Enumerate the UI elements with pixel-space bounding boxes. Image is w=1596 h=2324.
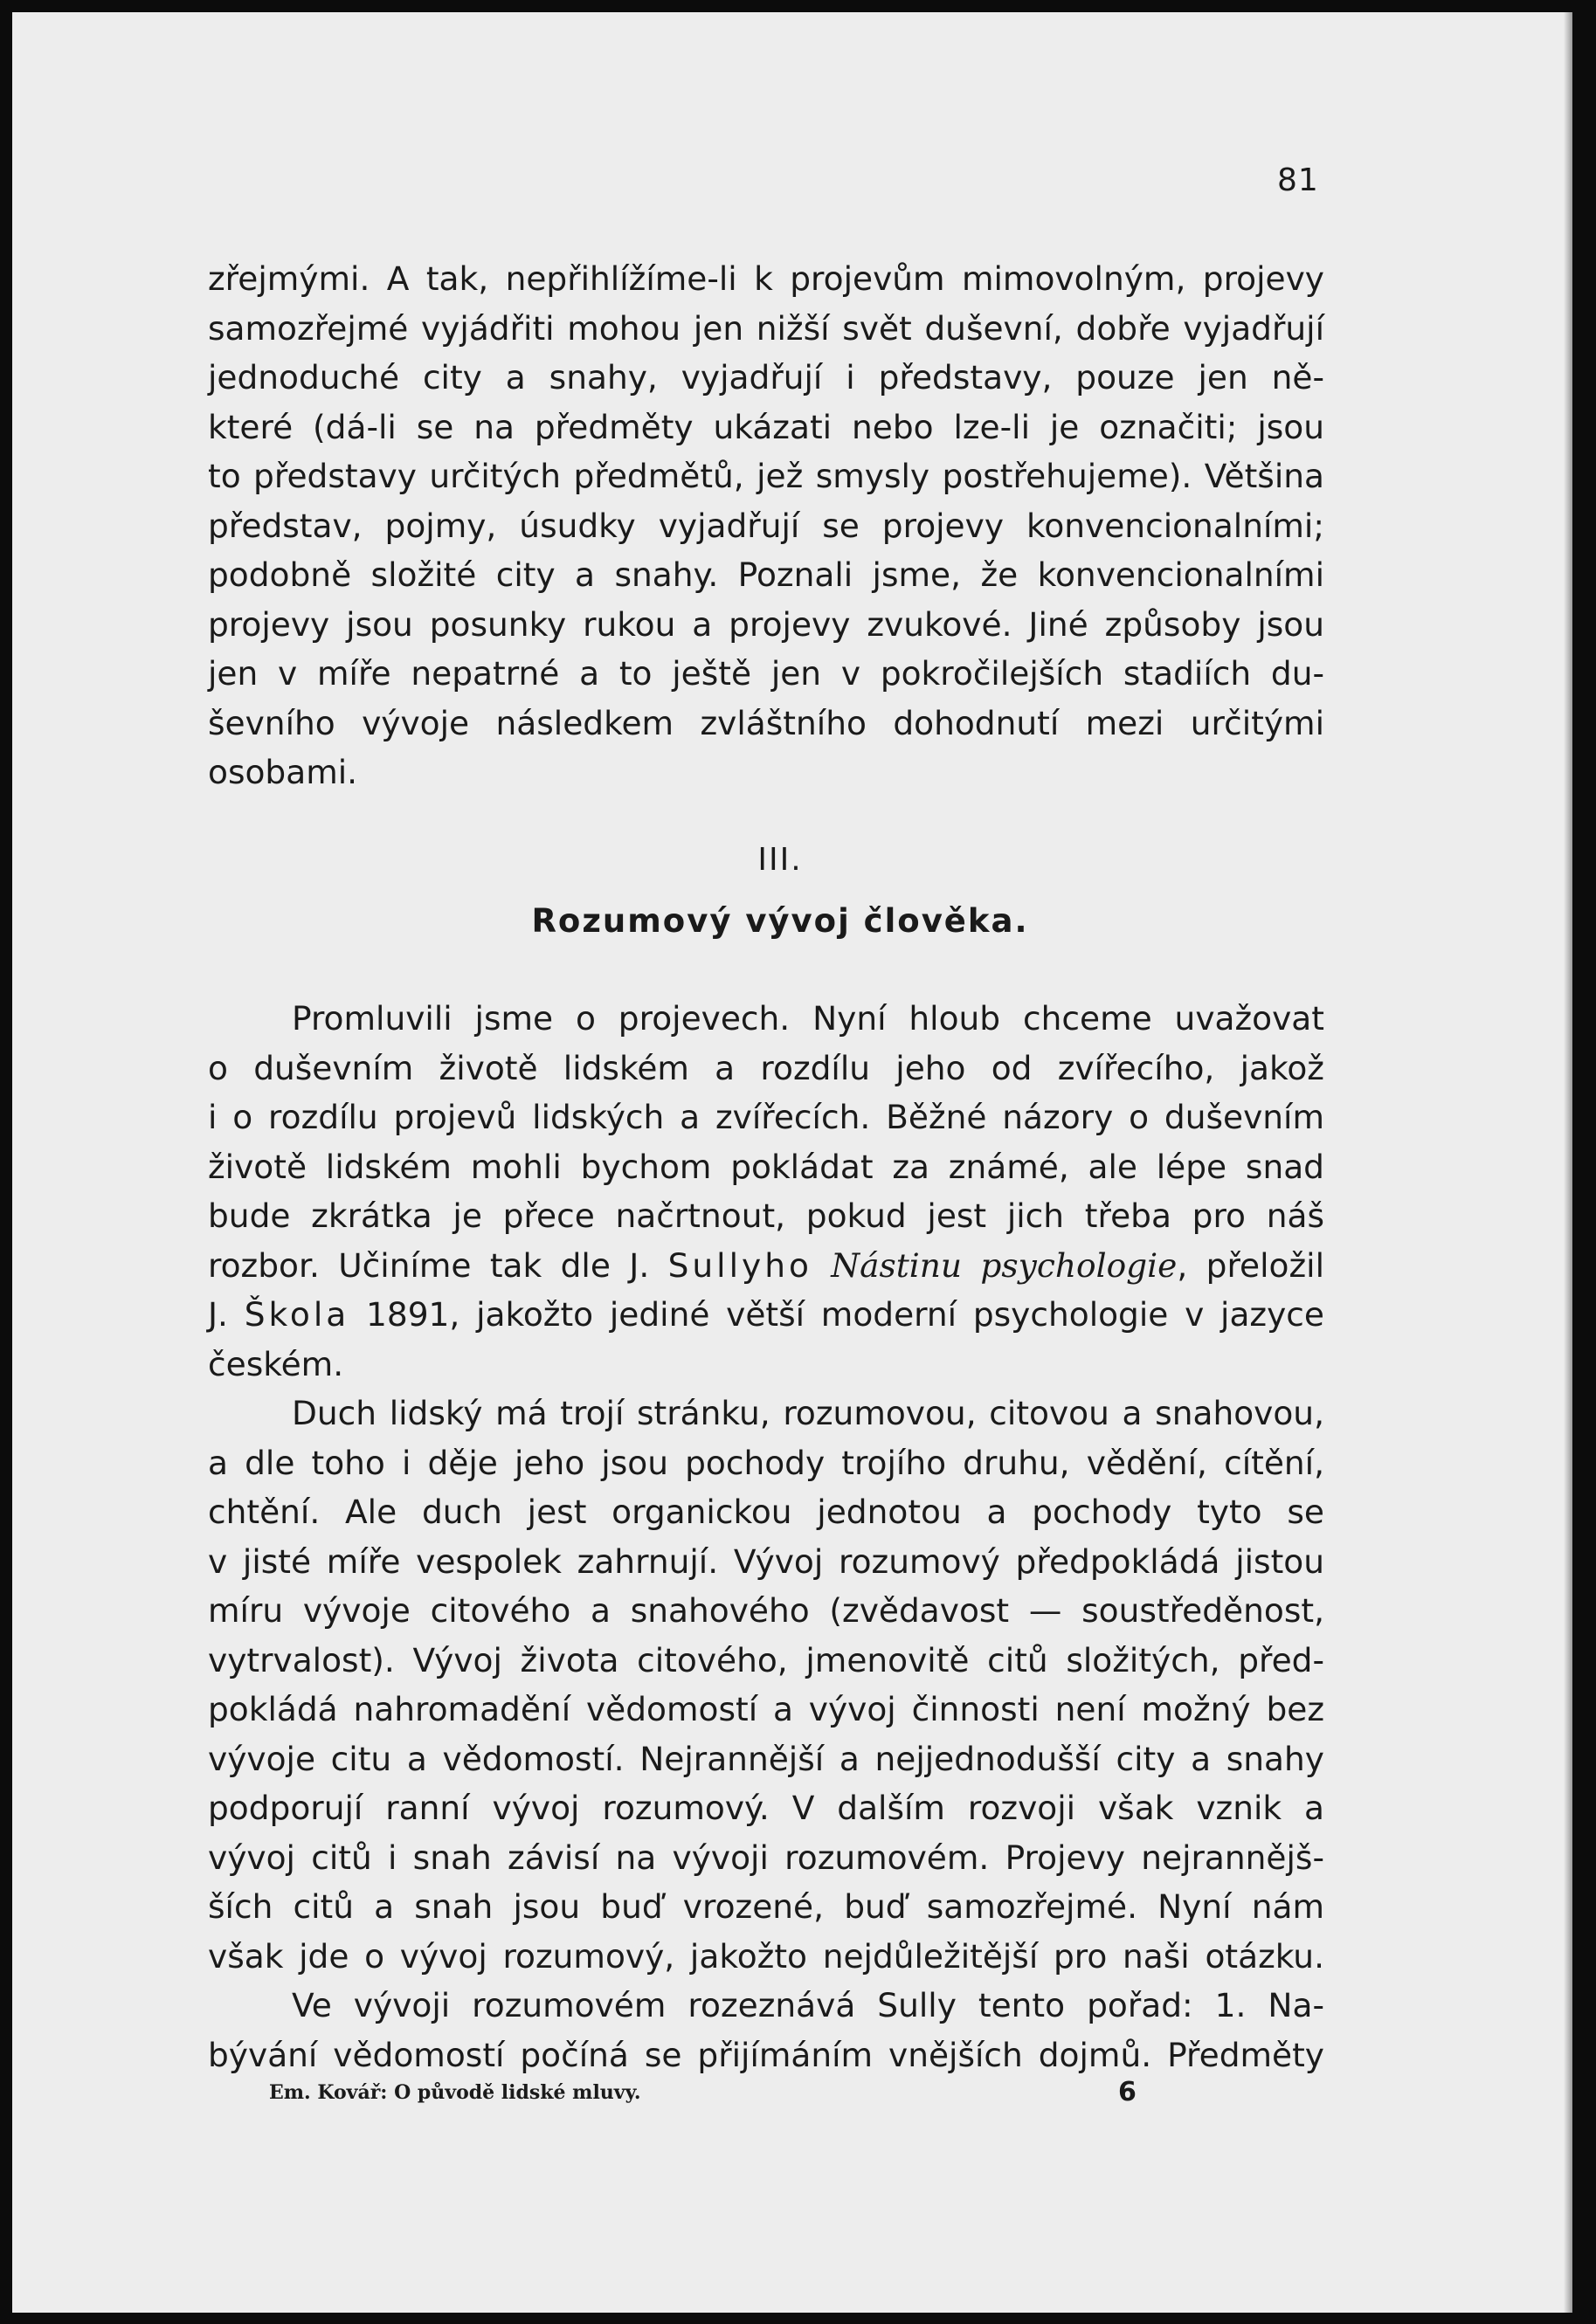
text-line: životě lidském mohli bychom pokládat za známé, ale lépe snad xyxy=(208,1147,1324,1186)
chapter-number: III. xyxy=(757,842,803,878)
text-fragment: rozbor. Učiníme tak dle J. xyxy=(208,1245,668,1285)
text-line: podobně složité city a snahy. Poznali jsme, že konvencionalními xyxy=(208,555,1324,594)
book-title: Nástinu psychologie xyxy=(831,1245,1178,1285)
text-line: to představy určitých předmětů, jež smysly postřehujeme). Většina xyxy=(208,457,1324,495)
text-line: jen v míře nepatrné a to ještě jen v pokročilejších stadiích du- xyxy=(208,654,1324,693)
text-line: bývání vědomostí počíná se přijímáním vnějších dojmů. Předměty xyxy=(208,2035,1324,2074)
text-line: podporují ranní vývoj rozumový. V dalším rozvoji však vznik a xyxy=(208,1789,1324,1827)
text-line: bude zkrátka je přece načrtnout, pokud jest jich třeba pro náš xyxy=(208,1196,1324,1235)
text-line: pokládá nahromadění vědomostí a vývoj činnosti není možný bez xyxy=(208,1690,1324,1728)
text-line: chtění. Ale duch jest organickou jednotou a pochody tyto se xyxy=(208,1493,1324,1531)
text-line-citation xyxy=(208,1241,1324,1291)
text-line: však jde o vývoj rozumový, jakožto nejdůležitější pro naši otázku. xyxy=(208,1936,1324,1976)
text-line: vývoj citů i snah závisí na vývoji rozumovém. Projevy nejrannějš- xyxy=(208,1838,1324,1877)
text-line: a dle toho i děje jeho jsou pochody trojího druhu, vědění, cítění, xyxy=(208,1443,1324,1482)
text-fragment: 1891, jakožto jediné větší moderní psychologie v jazyce xyxy=(349,1295,1324,1334)
text-line: které (dá-li se na předměty ukázati nebo lze-li je označiti; jsou xyxy=(208,407,1324,446)
text-line: samozřejmé vyjádřiti mohou jen nižší svět duševní, dobře vyjadřují xyxy=(208,308,1324,348)
translator-name: Škola xyxy=(244,1295,350,1334)
author-name: Sullyho xyxy=(667,1245,812,1285)
text-line: i o rozdílu projevů lidských a zvířecích. Běžné názory o duševním xyxy=(208,1098,1324,1136)
text-line: Ve vývoji rozumovém rozeznává Sully tento pořad: 1. Na- xyxy=(292,1986,1324,2024)
footer-signature: Em. Kovář: O původě lidské mluvy. xyxy=(269,2081,641,2104)
text-line: v jisté míře vespolek zahrnují. Vývoj rozumový předpokládá jistou xyxy=(208,1541,1324,1581)
text-line: Duch lidský má trojí stránku, rozumovou, citovou a snahovou, xyxy=(292,1394,1324,1432)
text-fragment: J. xyxy=(208,1295,245,1334)
body-text xyxy=(208,994,1324,2079)
text-line: zřejmými. A tak, nepřihlížíme-li k projevům mimovolným, projevy xyxy=(208,259,1324,298)
text-line: Promluvili jsme o projevech. Nyní hloub chceme uvažovat xyxy=(292,999,1324,1038)
text-fragment: , přeložil xyxy=(1177,1245,1324,1285)
text-line: představ, pojmy, úsudky vyjadřují se projevy konvencionalními; xyxy=(208,506,1324,545)
page-number: 81 xyxy=(1277,162,1319,198)
text-line: ších citů a snah jsou buď vrozené, buď samozřejmé. Nyní nám xyxy=(208,1887,1324,1926)
text-line: projevy jsou posunky rukou a projevy zvukové. Jiné způsoby jsou xyxy=(208,604,1324,644)
text-line: míru vývoje citového a snahového (zvědavost — soustředěnost, xyxy=(208,1591,1324,1630)
text-line: osobami. xyxy=(208,753,358,791)
paragraph-1 xyxy=(208,254,1324,797)
chapter-title: Rozumový vývoj člověka. xyxy=(531,902,1029,940)
text-line: českém. xyxy=(208,1344,344,1383)
text-line: jednoduché city a snahy, vyjadřují i představy, pouze jen ně- xyxy=(208,358,1324,397)
book-page xyxy=(12,12,1572,2313)
footer-sheet-number: 6 xyxy=(1118,2077,1137,2107)
text-line: ševního vývoje následkem zvláštního dohodnutí mezi určitými xyxy=(208,703,1324,742)
text-line: vytrvalost). Vývoj života citového, jmenovitě citů složitých, před- xyxy=(208,1640,1324,1679)
text-line: vývoje citu a vědomostí. Nejrannější a nejjednodušší city a snahy xyxy=(208,1739,1324,1778)
page-edge-shadow xyxy=(1564,12,1572,2313)
text-line: o duševním životě lidském a rozdílu jeho od zvířecího, jakož xyxy=(208,1048,1324,1087)
text-line-translator xyxy=(208,1290,1324,1340)
